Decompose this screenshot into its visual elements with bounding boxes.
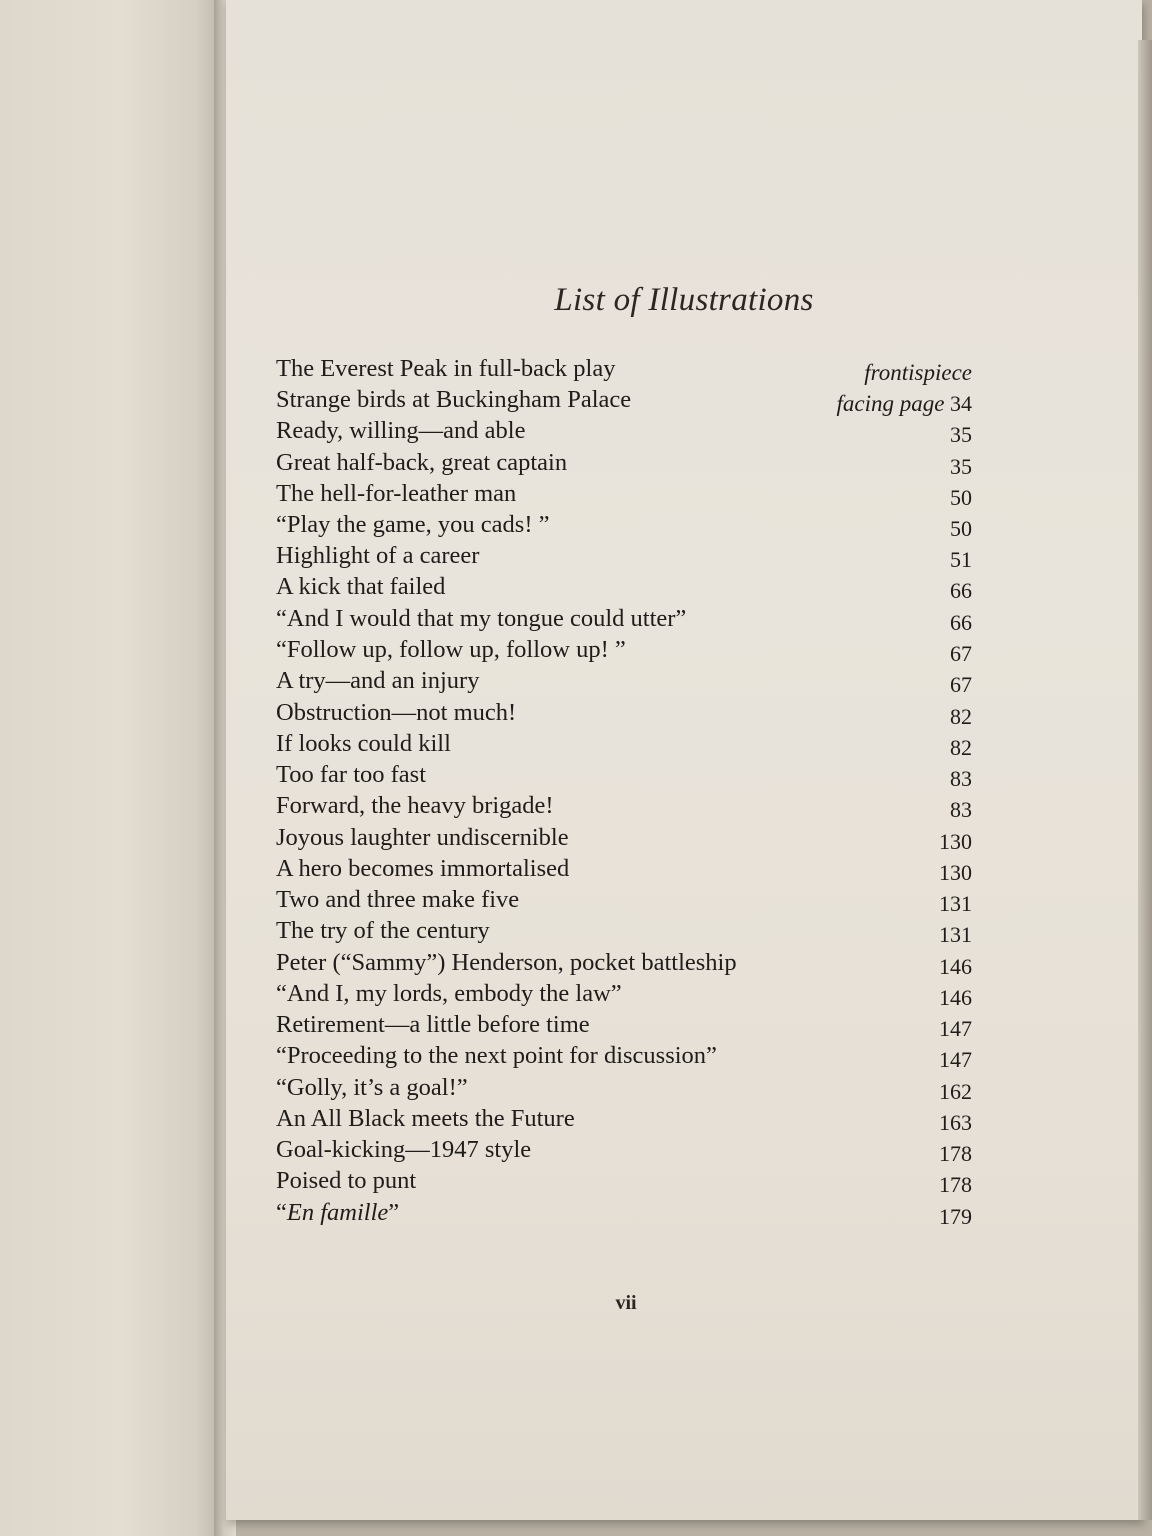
list-item bbox=[276, 1104, 972, 1134]
entry-page: 67 bbox=[950, 672, 972, 697]
entry-page: 50 bbox=[950, 516, 972, 541]
entry-caption: Obstruction—not much! bbox=[276, 699, 517, 726]
entry-page: 66 bbox=[950, 578, 972, 603]
list-item bbox=[276, 448, 972, 478]
entry-page: 179 bbox=[939, 1204, 972, 1229]
entry-page: 82 bbox=[950, 704, 972, 729]
entry-caption: Two and three make five bbox=[276, 886, 520, 913]
entry-caption: “Play the game, you cads! ” bbox=[276, 511, 550, 538]
entry-page: 147 bbox=[939, 1016, 972, 1041]
list-item bbox=[276, 760, 972, 790]
entry-caption: A kick that failed bbox=[276, 573, 446, 600]
entry-caption: The try of the century bbox=[276, 917, 490, 944]
entry-page: frontispiece bbox=[864, 360, 972, 385]
entry-caption: Ready, willing—and able bbox=[276, 417, 526, 444]
list-item bbox=[276, 1198, 972, 1228]
page-heading: List of Illustrations bbox=[554, 282, 814, 318]
entry-caption: Peter (“Sammy”) Henderson, pocket battleship bbox=[276, 949, 737, 976]
list-item bbox=[276, 823, 972, 853]
entry-page: 130 bbox=[939, 829, 972, 854]
entry-page: 146 bbox=[939, 954, 972, 979]
list-item bbox=[276, 385, 972, 415]
list-item bbox=[276, 604, 972, 634]
entry-caption: The Everest Peak in full-back play bbox=[276, 355, 616, 382]
entry-caption: “Proceeding to the next point for discussion” bbox=[276, 1042, 717, 1069]
list-item bbox=[276, 916, 972, 946]
list-item bbox=[276, 416, 972, 446]
list-item bbox=[276, 510, 972, 540]
list-item bbox=[276, 666, 972, 696]
entry-page: 178 bbox=[939, 1141, 972, 1166]
entry-caption: A try—and an injury bbox=[276, 667, 480, 694]
list-item bbox=[276, 1135, 972, 1165]
entry-page: 146 bbox=[939, 985, 972, 1010]
entry-caption: The hell-for-leather man bbox=[276, 480, 517, 507]
list-item bbox=[276, 354, 972, 384]
list-item bbox=[276, 885, 972, 915]
entry-page: facing page 34 bbox=[836, 391, 972, 416]
list-item bbox=[276, 635, 972, 665]
list-item bbox=[276, 1041, 972, 1071]
entry-caption: If looks could kill bbox=[276, 730, 451, 757]
entry-caption: An All Black meets the Future bbox=[276, 1105, 575, 1132]
list-item bbox=[276, 1073, 972, 1103]
entry-caption: “And I would that my tongue could utter” bbox=[276, 605, 687, 632]
entry-page: 163 bbox=[939, 1110, 972, 1135]
entry-page: 83 bbox=[950, 797, 972, 822]
entry-caption: “En famille” bbox=[276, 1199, 400, 1226]
list-item bbox=[276, 541, 972, 571]
entry-page: 66 bbox=[950, 610, 972, 635]
list-item bbox=[276, 854, 972, 884]
entry-caption: Forward, the heavy brigade! bbox=[276, 792, 554, 819]
list-item bbox=[276, 1166, 972, 1196]
entry-caption: Strange birds at Buckingham Palace bbox=[276, 386, 632, 413]
entry-caption: Great half-back, great captain bbox=[276, 449, 568, 476]
entry-caption: A hero becomes immortalised bbox=[276, 855, 570, 882]
entry-page: 131 bbox=[939, 891, 972, 916]
list-item bbox=[276, 791, 972, 821]
entry-page: 162 bbox=[939, 1079, 972, 1104]
entry-caption: Goal-kicking—1947 style bbox=[276, 1136, 532, 1163]
entry-page: 131 bbox=[939, 922, 972, 947]
entry-caption: Too far too fast bbox=[276, 761, 427, 788]
entry-caption: Highlight of a career bbox=[276, 542, 480, 569]
entry-page: 35 bbox=[950, 422, 972, 447]
list-item bbox=[276, 698, 972, 728]
facing-left-page bbox=[0, 0, 222, 1536]
entry-caption: “Golly, it’s a goal!” bbox=[276, 1074, 468, 1101]
entry-page: 82 bbox=[950, 735, 972, 760]
entry-page: 147 bbox=[939, 1047, 972, 1072]
list-item bbox=[276, 1010, 972, 1040]
entry-page: 35 bbox=[950, 454, 972, 479]
entry-page: 51 bbox=[950, 547, 972, 572]
entry-page: 83 bbox=[950, 766, 972, 791]
entry-caption: Joyous laughter undiscernible bbox=[276, 824, 569, 851]
entry-page: 50 bbox=[950, 485, 972, 510]
list-item bbox=[276, 572, 972, 602]
entry-caption: “And I, my lords, embody the law” bbox=[276, 980, 622, 1007]
entry-caption: Poised to punt bbox=[276, 1167, 417, 1194]
entry-page: 67 bbox=[950, 641, 972, 666]
entry-caption: Retirement—a little before time bbox=[276, 1011, 590, 1038]
page-edge bbox=[1138, 40, 1152, 1520]
list-item bbox=[276, 948, 972, 978]
entry-page: 178 bbox=[939, 1172, 972, 1197]
list-item bbox=[276, 479, 972, 509]
entry-page: 130 bbox=[939, 860, 972, 885]
list-item bbox=[276, 729, 972, 759]
page-number: vii bbox=[615, 1292, 637, 1314]
list-item bbox=[276, 979, 972, 1009]
entry-caption: “Follow up, follow up, follow up! ” bbox=[276, 636, 626, 663]
